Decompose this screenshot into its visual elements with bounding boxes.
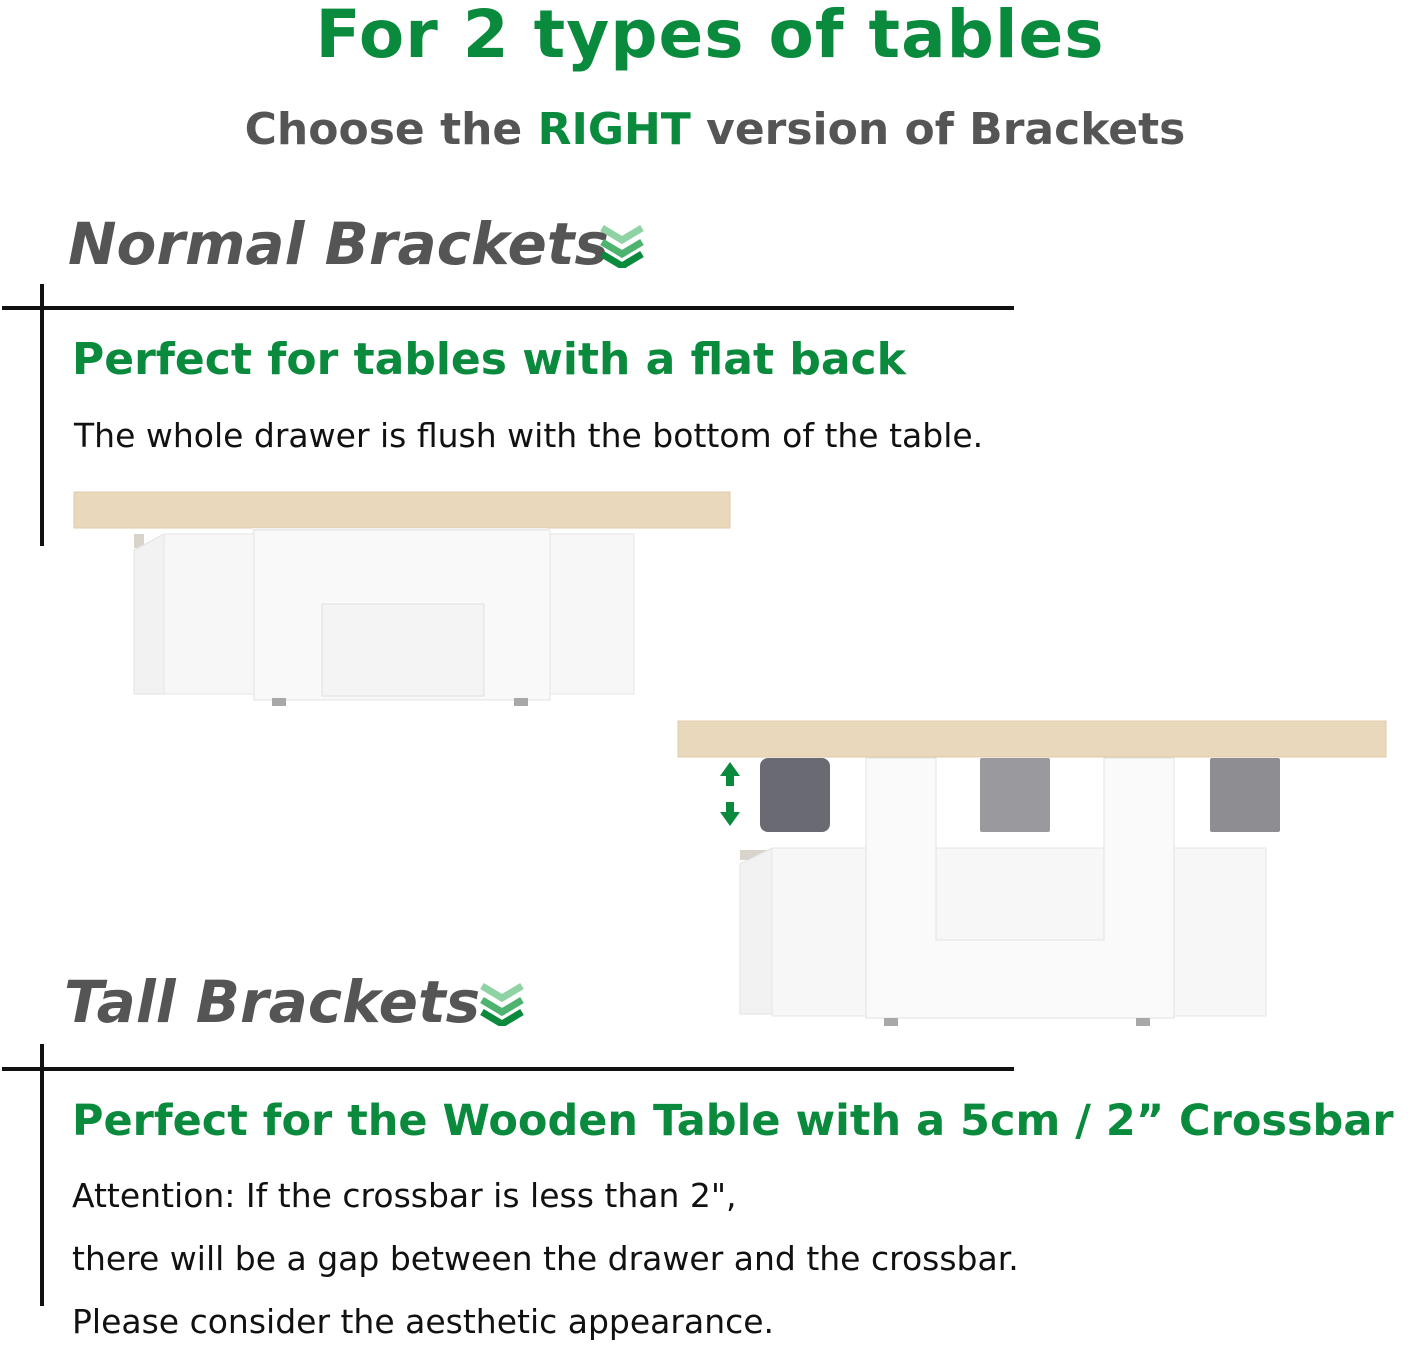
tall-attention-line-2: there will be a gap between the drawer and the crossbar.: [72, 1239, 1019, 1278]
normal-side-rule: [40, 284, 44, 546]
normal-description: The whole drawer is flush with the bottom of the table.: [74, 416, 984, 455]
normal-brackets-heading: Normal Brackets: [68, 210, 610, 278]
tall-brackets-heading: Tall Brackets: [64, 968, 481, 1036]
page-title: For 2 types of tables: [315, 0, 1105, 73]
tall-attention-line-1: Attention: If the crossbar is less than 2",: [72, 1176, 737, 1215]
page-subtitle: [0, 104, 1420, 155]
subtitle-highlight: RIGHT: [537, 104, 691, 155]
tall-drawer-illustration: [676, 718, 1390, 1030]
tall-side-rule: [40, 1044, 44, 1306]
tall-perfect-for: Perfect for the Wooden Table with a 5cm / 2” Crossbar: [72, 1096, 1394, 1146]
double-chevron-down-icon: [478, 980, 526, 1026]
tall-attention-line-3: Please consider the aesthetic appearance.: [72, 1302, 775, 1341]
normal-perfect-for: Perfect for tables with a flat back: [72, 334, 906, 385]
height-arrows-icon: [720, 762, 740, 826]
normal-divider: [2, 306, 1014, 310]
subtitle-pre: Choose the: [244, 104, 538, 155]
double-chevron-down-icon: [598, 222, 646, 268]
normal-drawer-illustration: [72, 490, 732, 710]
subtitle-post: version of Brackets: [690, 104, 1186, 155]
tall-divider: [2, 1067, 1014, 1071]
